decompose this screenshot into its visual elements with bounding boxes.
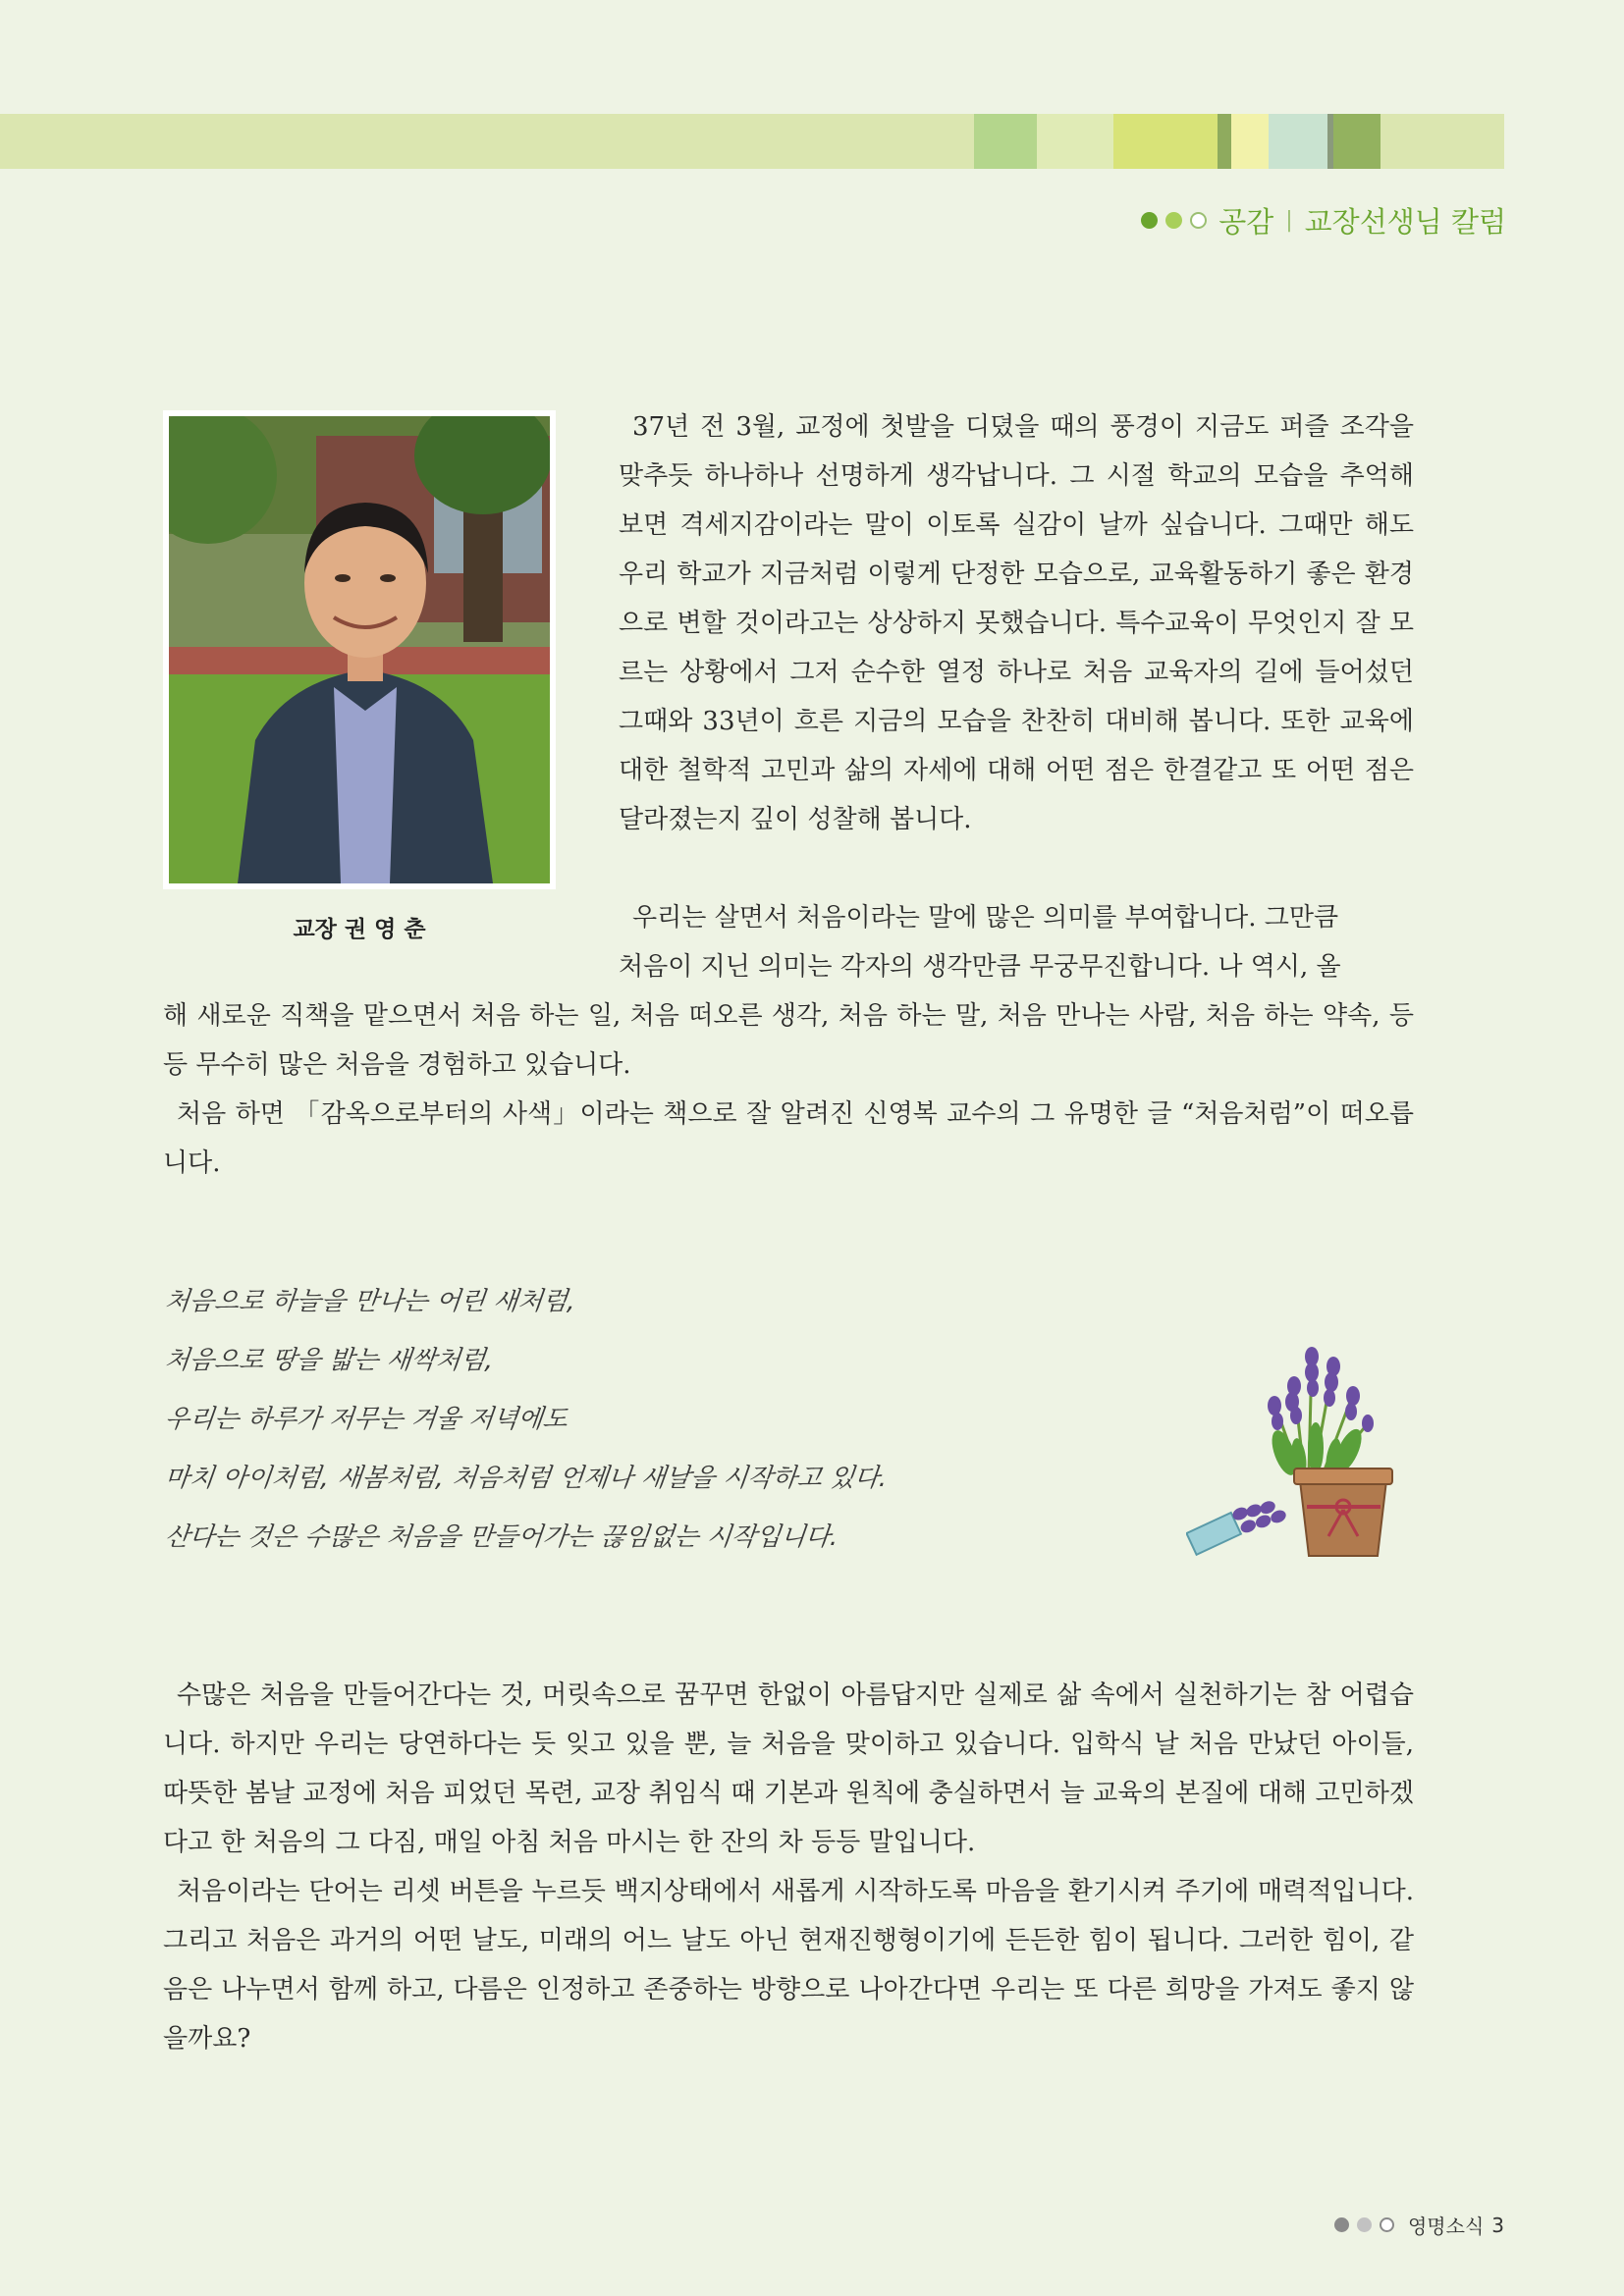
section-label: 공감 xyxy=(1218,205,1274,239)
lavender-pot-illustration xyxy=(1186,1325,1422,1571)
bullet-dot-icon xyxy=(1141,212,1158,229)
poem-line: 처음으로 하늘을 만나는 어린 새처럼, xyxy=(163,1287,577,1316)
stripe-segment xyxy=(0,114,974,169)
footer-dot-icon xyxy=(1380,2217,1394,2232)
stripe-segment xyxy=(1218,114,1231,169)
stripe-segment xyxy=(1113,114,1218,169)
stripe-segment xyxy=(1037,114,1113,169)
paragraph-2 xyxy=(619,893,1414,991)
title-separator: | xyxy=(1285,208,1293,233)
paragraph-4: 수많은 처음을 만들어간다는 것, 머릿속으로 꿈꾸면 한없이 아름답지만 실제로 삶 속에서 실천하기는 참 어렵습니다. 하지만 우리는 당연하다는 듯 잊고 있을 뿐, 늘 처음을 맞이하고 있습니다. 입학식 날 처음 만났던 아이들, 따뜻한 봄날 교정에 처음 피었던 목련, 교장 취임식 때 기본과 원칙에 충실하면서 늘 교육의 본질에 대해 고민하겠다고 한 처음의 그 다짐, 매일 아침 처음 마시는 한 잔의 차 등등 말입니다. xyxy=(163,1681,1414,1857)
column-title: 교장선생님 칼럼 xyxy=(1304,205,1506,239)
header-color-stripe xyxy=(0,114,1504,169)
publication-name: 영명소식 xyxy=(1407,2215,1485,2238)
poem-line: 마치 아이처럼, 새봄처럼, 처음처럼 언제나 새날을 시작하고 있다. xyxy=(163,1464,890,1493)
stripe-segment xyxy=(1380,114,1504,169)
portrait-image xyxy=(169,416,550,883)
stripe-segment xyxy=(1333,114,1380,169)
paragraph-2-line-2: 처음이 지닌 의미는 각자의 생각만큼 무궁무진합니다. 나 역시, 올 xyxy=(619,952,1341,982)
section-title xyxy=(1141,200,1506,240)
page-footer xyxy=(1334,2211,1504,2239)
paragraph-5: 처음이라는 단어는 리셋 버튼을 누르듯 백지상태에서 새롭게 시작하도록 마음을 환기시켜 주기에 매력적입니다. 그리고 처음은 과거의 어떤 날도, 미래의 어느 날도 아닌 현재진행형이기에 든든한 힘이 됩니다. 그러한 힘이, 같음은 나누면서 함께 하고, 다름은 인정하고 존중하는 방향으로 나아간다면 우리는 또 다른 희망을 가져도 좋지 않을까요? xyxy=(163,1877,1414,2054)
stripe-segment xyxy=(1269,114,1327,169)
page-number: 3 xyxy=(1491,2213,1504,2237)
poem-quote xyxy=(165,1272,950,1567)
principal-photo xyxy=(163,410,556,889)
photo-caption: 교장 권 영 춘 xyxy=(293,917,426,942)
stripe-segment xyxy=(974,114,1037,169)
paragraph-2-continued: 해 새로운 직책을 맡으면서 처음 하는 일, 처음 떠오른 생각, 처음 하는 말, 처음 만나는 사람, 처음 하는 약속, 등등 무수히 많은 처음을 경험하고 있습니다. xyxy=(163,1001,1414,1080)
bullet-dot-icon xyxy=(1190,212,1207,229)
poem-line: 우리는 하루가 저무는 겨울 저녁에도 xyxy=(163,1405,569,1434)
bullet-dot-icon xyxy=(1165,212,1182,229)
stripe-segment xyxy=(1231,114,1269,169)
poem-line: 산다는 것은 수많은 처음을 만들어가는 끊임없는 시작입니다. xyxy=(163,1522,840,1552)
footer-dot-icon xyxy=(1357,2217,1372,2232)
footer-dot-icon xyxy=(1334,2217,1349,2232)
poem-line: 처음으로 땅을 밟는 새싹처럼, xyxy=(163,1346,496,1375)
paragraph-2-line-1: 우리는 살면서 처음이라는 말에 많은 의미를 부여합니다. 그만큼 xyxy=(632,903,1339,933)
paragraph-3: 처음 하면 「감옥으로부터의 사색」이라는 책으로 잘 알려진 신영복 교수의 그 유명한 글 “처음처럼”이 떠오릅니다. xyxy=(163,1099,1414,1178)
paragraph-1: 37년 전 3월, 교정에 첫발을 디뎠을 때의 풍경이 지금도 퍼즐 조각을 맞추듯 하나하나 선명하게 생각납니다. 그 시절 학교의 모습을 추억해 보면 격세지감이라는 말이 이토록 실감이 날까 싶습니다. 그때만 해도 우리 학교가 지금처럼 이렇게 단정한 모습으로, 교육활동하기 좋은 환경으로 변할 것이라고는 상상하지 못했습니다. 특수교육이 무엇인지 잘 모르는 상황에서 그저 순수한 열정 하나로 처음 교육자의 길에 들어섰던 그때와 33년이 흐른 지금의 모습을 찬찬히 대비해 봅니다. 또한 교육에 대한 철학적 고민과 삶의 자세에 대해 어떤 점은 한결같고 또 어떤 점은 달라졌는지 깊이 성찰해 봅니다. xyxy=(619,412,1414,834)
